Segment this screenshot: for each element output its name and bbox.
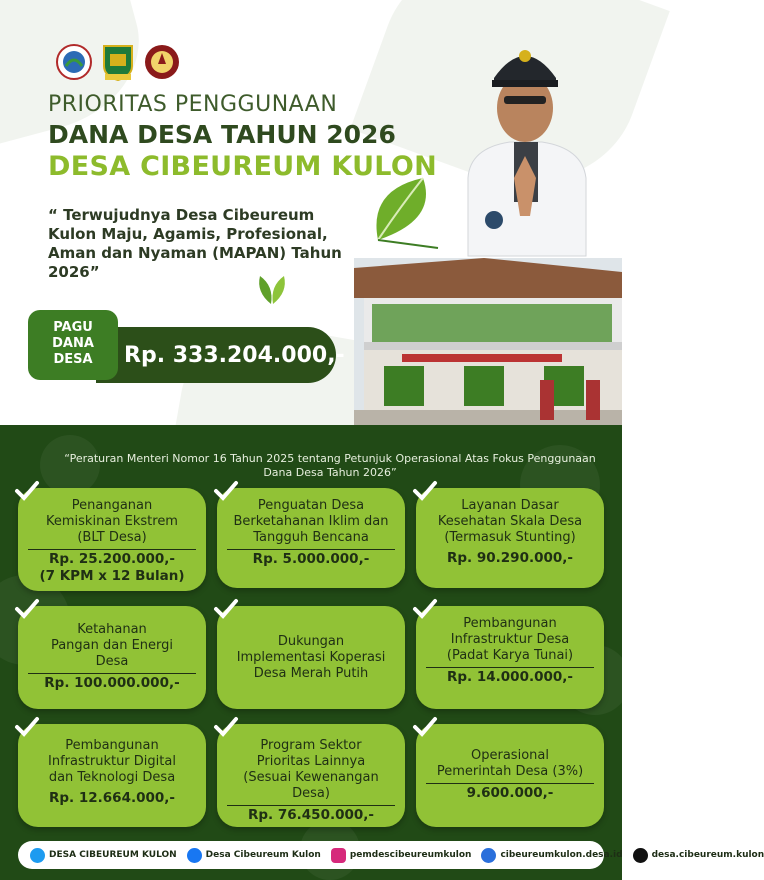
vision-quote: “ Terwujudnya Desa Cibeureum Kulon Maju, Agamis, Profesional, Aman dan Nyaman (MAPAN) Tahun 2026” xyxy=(48,206,342,281)
check-icon xyxy=(412,478,438,504)
village-office-photo xyxy=(354,258,622,434)
check-icon xyxy=(14,714,40,740)
province-logo xyxy=(100,42,136,82)
priority-card xyxy=(416,488,604,588)
check-icon xyxy=(14,596,40,622)
village-head-photo xyxy=(450,38,600,256)
priority-card xyxy=(18,724,206,827)
social-label: desa.cibeureum.kulon xyxy=(651,850,764,860)
priority-card xyxy=(416,724,604,827)
check-icon xyxy=(14,478,40,504)
social-label: cibeureumkulon.desa.id xyxy=(500,850,623,860)
priority-card xyxy=(18,488,206,591)
budget-value-pill xyxy=(96,327,345,383)
priority-name: Pembangunan Infrastruktur Digital dan Teknologi Desa xyxy=(48,738,176,785)
tiktok-icon xyxy=(633,848,648,863)
priority-amount: Rp. 90.290.000,- xyxy=(446,550,574,566)
priority-amount: Rp. 12.664.000,- xyxy=(48,790,176,806)
social-label: DESA CIBEUREUM KULON xyxy=(49,850,177,860)
check-icon xyxy=(213,596,239,622)
priority-name: Penguatan Desa Berketahanan Iklim dan Tangguh Bencana xyxy=(233,498,389,545)
social-link-tiktok[interactable] xyxy=(633,848,764,863)
priority-amount: Rp. 14.000.000,- xyxy=(426,667,594,686)
regulation-note: “Peraturan Menteri Nomor 16 Tahun 2025 tentang Petunjuk Operasional Atas Fokus Penggunaan Dana Desa Tahun 2026” xyxy=(64,452,596,479)
title-line-2: DANA DESA TAHUN 2026 xyxy=(48,120,396,149)
priority-amount: 9.600.000,- xyxy=(426,783,594,802)
budget-value: Rp. 333.204.000,- xyxy=(124,342,345,368)
priority-name: Pembangunan Infrastruktur Desa (Padat Karya Tunai) xyxy=(446,616,574,663)
priority-card xyxy=(416,606,604,709)
social-link-website[interactable] xyxy=(481,848,622,863)
twitter-icon xyxy=(30,848,45,863)
social-links-bar xyxy=(18,841,764,869)
priority-name: Dukungan Implementasi Koperasi Desa Merah Putih xyxy=(236,634,386,681)
priority-name: Penanganan Kemiskinan Ekstrem (BLT Desa) xyxy=(46,498,178,545)
priority-name: Layanan Dasar Kesehatan Skala Desa (Termasuk Stunting) xyxy=(437,498,583,545)
instagram-icon xyxy=(331,848,346,863)
priority-card xyxy=(217,606,405,709)
social-link-twitter[interactable] xyxy=(30,848,177,863)
social-link-instagram[interactable] xyxy=(331,848,472,863)
leaf-pair-icon xyxy=(254,272,290,306)
title-line-3: DESA CIBEUREUM KULON xyxy=(48,151,437,182)
leaf-icon xyxy=(368,170,440,250)
priority-card xyxy=(217,488,405,588)
title-line-1: PRIORITAS PENGGUNAAN xyxy=(48,92,338,117)
facebook-icon xyxy=(187,848,202,863)
check-icon xyxy=(412,596,438,622)
social-label: pemdescibeureumkulon xyxy=(349,850,472,860)
priority-amount: Rp. 25.200.000,- (7 KPM x 12 Bulan) xyxy=(28,549,196,585)
priority-amount: Rp. 76.450.000,- xyxy=(227,805,395,824)
priority-name: Operasional Pemerintah Desa (3%) xyxy=(436,748,584,779)
priority-amount: Rp. 100.000.000,- xyxy=(28,673,196,692)
check-icon xyxy=(213,478,239,504)
priority-name: Program Sektor Prioritas Lainnya (Sesuai Kewenangan Desa) xyxy=(243,738,379,801)
priority-name: Ketahanan Pangan dan Energi Desa xyxy=(50,622,174,669)
priority-card xyxy=(217,724,405,827)
priority-card xyxy=(18,606,206,709)
social-label: Desa Cibeureum Kulon xyxy=(205,850,321,860)
check-icon xyxy=(412,714,438,740)
ministry-logo xyxy=(56,42,92,82)
priority-amount: Rp. 5.000.000,- xyxy=(227,549,395,568)
budget-label-box: PAGU DANA DESA xyxy=(28,310,118,380)
regency-logo xyxy=(144,42,180,82)
social-link-facebook[interactable] xyxy=(187,848,321,863)
logo-group xyxy=(56,42,180,82)
check-icon xyxy=(213,714,239,740)
globe-icon xyxy=(481,848,496,863)
